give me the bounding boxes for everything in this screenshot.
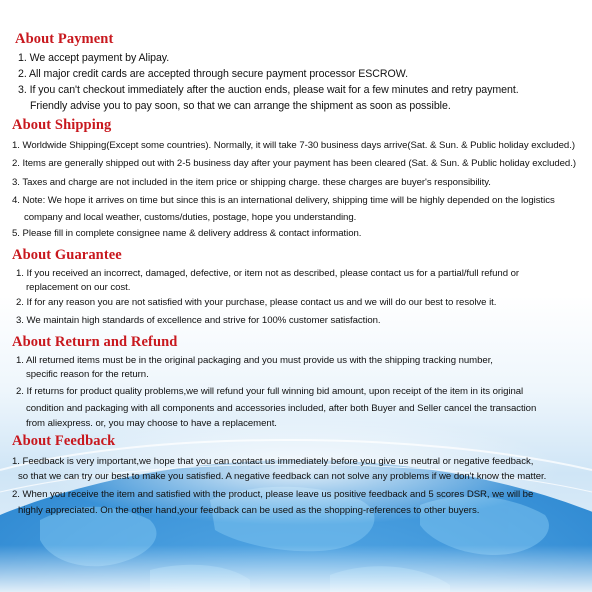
shipping-line: 1. Worldwide Shipping(Except some countries). Normally, it will take 7-30 business days arrive(Sat. & Sun. & Public holiday excluded.) <box>12 140 575 151</box>
feedback-line: 1. Feedback is very important,we hope that you can contact us immediately before you give us neutral or negative feedback, <box>12 456 534 467</box>
shipping-heading: About Shipping <box>12 117 112 133</box>
guarantee-line: replacement on our cost. <box>26 282 131 293</box>
return-line: 2. If returns for product quality problems,we will refund your full winning bid amount, upon receipt of the item in its original <box>16 386 524 397</box>
shipping-line: 5. Please fill in complete consignee name & delivery address & contact information. <box>12 228 362 239</box>
return-heading: About Return and Refund <box>12 334 178 350</box>
feedback-line: 2. When you receive the item and satisfied with the product, please leave us positive feedback and 5 scores DSR, we will be <box>12 489 534 500</box>
shipping-line: 2. Items are generally shipped out with 2-5 business day after your payment has been cleared (Sat. & Sun. & Public holiday excluded.) <box>12 158 576 169</box>
payment-line: 2. All major credit cards are accepted through secure payment processor ESCROW. <box>18 68 408 80</box>
guarantee-heading: About Guarantee <box>12 247 122 263</box>
return-line: 1. All returned items must be in the original packaging and you must provide us with the shipping tracking number, <box>16 355 493 366</box>
feedback-line: highly appreciated. On the other hand,your feedback can be used as the shopping-references to other buyers. <box>18 505 480 516</box>
return-line: specific reason for the return. <box>26 369 149 380</box>
shipping-line: 3. Taxes and charge are not included in the item price or shipping charge. these charges are buyer's responsibility. <box>12 177 491 188</box>
payment-line: Friendly advise you to pay soon, so that we can arrange the shipment as soon as possible. <box>30 100 451 112</box>
feedback-heading: About Feedback <box>12 433 116 449</box>
guarantee-line: 2. If for any reason you are not satisfied with your purchase, please contact us and we will do our best to resolve it. <box>16 297 497 308</box>
payment-line: 3. If you can't checkout immediately after the auction ends, please wait for a few minutes and retry payment. <box>18 84 519 96</box>
return-line: from aliexpress. or, you may choose to have a replacement. <box>26 418 277 429</box>
guarantee-line: 1. If you received an incorrect, damaged, defective, or item not as described, please contact us for a partial/full refund or <box>16 268 520 279</box>
payment-heading: About Payment <box>15 31 114 47</box>
shipping-line: company and local weather, customs/duties, postage, hope you understanding. <box>24 212 357 223</box>
return-line: condition and packaging with all components and accessories included, after both Buyer and Seller cancel the transaction <box>26 403 537 414</box>
feedback-line: so that we can try our best to make you satisfied. A negative feedback can not solve any problems if we don't know the matter. <box>18 471 547 482</box>
guarantee-line: 3. We maintain high standards of excellence and strive for 100% customer satisfaction. <box>16 315 381 326</box>
shipping-line: 4. Note: We hope it arrives on time but since this is an international delivery, shipping time will be highly depended on the logistics <box>12 195 555 206</box>
payment-line: 1. We accept payment by Alipay. <box>18 52 170 64</box>
